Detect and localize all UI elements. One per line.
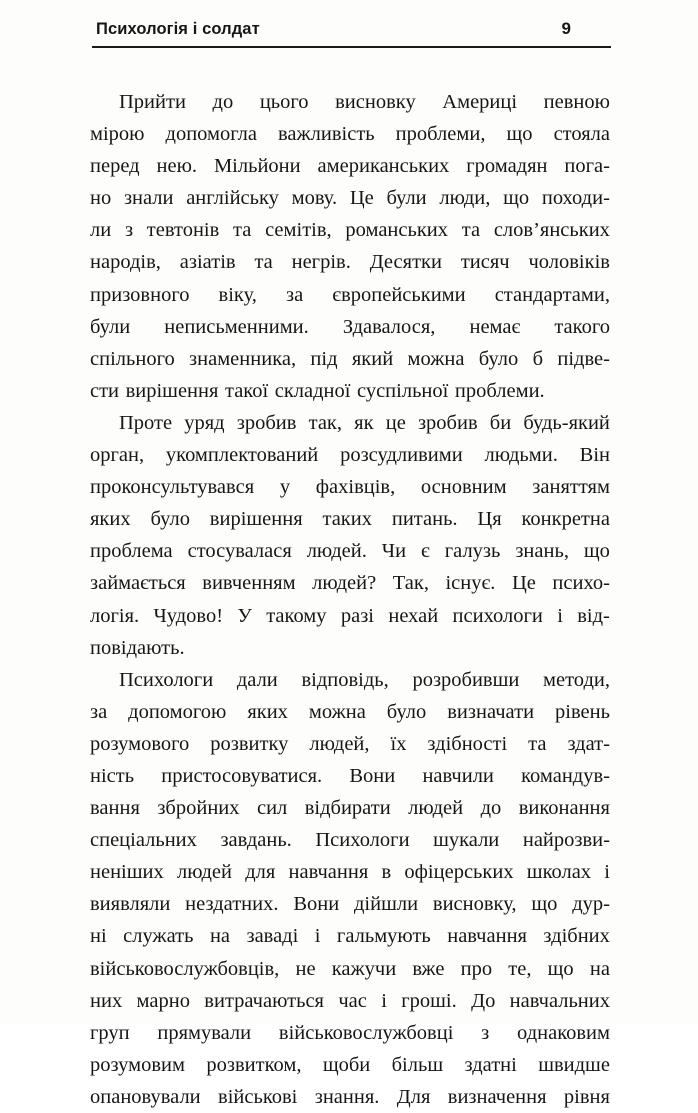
word: та <box>528 732 547 755</box>
word: як <box>354 411 374 434</box>
text-line <box>90 1081 610 1113</box>
word: що <box>547 957 574 980</box>
word: в <box>381 861 392 884</box>
word: американських <box>317 155 450 178</box>
word: який <box>351 347 394 370</box>
word: за <box>286 283 304 306</box>
word: Мільйони <box>213 155 301 178</box>
word: яких <box>247 700 288 723</box>
word: громадян <box>466 155 548 178</box>
word: знаменника, <box>189 347 297 370</box>
word: і <box>381 989 387 1012</box>
word: виявляли <box>90 893 171 916</box>
word: Чи <box>381 540 407 563</box>
word: ли <box>90 219 112 242</box>
word: дійшли <box>354 893 419 916</box>
word: військові <box>218 1085 298 1108</box>
word: стояла <box>553 123 610 146</box>
word: Чудово! <box>153 604 224 627</box>
word: опановували <box>90 1085 201 1108</box>
word: сти <box>90 379 120 402</box>
word: люди, <box>439 187 491 210</box>
word: рівень <box>555 700 610 723</box>
word: швидше <box>538 1053 610 1076</box>
text-line <box>90 1049 610 1081</box>
word: навчання <box>447 925 527 948</box>
page-number: 9 <box>561 19 571 38</box>
word: з <box>481 1021 490 1044</box>
word: негрів. <box>291 251 351 274</box>
text-line <box>90 953 610 985</box>
word: яких <box>90 508 131 531</box>
word: нездатних. <box>185 893 279 916</box>
word: європейськими <box>332 283 466 306</box>
text-line <box>90 118 610 150</box>
word: стосувалася <box>187 540 292 563</box>
word: нехай <box>388 604 439 627</box>
word: займається <box>90 572 186 595</box>
word: тевтонів <box>146 219 220 242</box>
word: психологи <box>452 604 543 627</box>
word: знань, <box>515 540 569 563</box>
word: до <box>480 797 502 820</box>
word: були <box>90 315 131 338</box>
word: від- <box>577 604 610 627</box>
word: Вони <box>293 893 340 916</box>
word: завдань. <box>220 829 292 852</box>
text-line <box>90 375 610 407</box>
word: Так, <box>392 572 429 595</box>
word: здат- <box>567 732 610 755</box>
word: будь-який <box>523 411 610 434</box>
word: на <box>209 925 231 948</box>
word: стандартами, <box>494 283 610 306</box>
word: Вони <box>349 764 396 787</box>
word: рівня <box>563 1085 610 1108</box>
word: разі <box>340 604 375 627</box>
word: слов’янських <box>493 219 610 242</box>
word: Десятки <box>369 251 442 274</box>
word: таких <box>322 508 372 531</box>
text-line <box>90 888 610 920</box>
word: спеціальних <box>90 829 197 852</box>
word: було <box>386 700 427 723</box>
word: складної <box>274 379 351 402</box>
word: найрозви- <box>522 829 610 852</box>
word: це <box>385 411 406 434</box>
text-line <box>90 920 610 952</box>
word: щоби <box>322 1053 371 1076</box>
word: військовослужбовці <box>278 1021 454 1044</box>
word: те, <box>508 957 532 980</box>
word: Ця <box>477 508 502 531</box>
word: спільного <box>90 347 175 370</box>
word: та <box>254 251 273 274</box>
word: такому <box>266 604 327 627</box>
word: чоловіків <box>528 251 610 274</box>
word: мірою <box>90 123 145 146</box>
word: фахівців, <box>315 476 396 499</box>
word: такого <box>554 315 610 338</box>
word: висновку, <box>432 893 517 916</box>
header-rule <box>92 46 611 48</box>
word: розумовим <box>90 1053 185 1076</box>
word: дали <box>236 668 278 691</box>
word: розсудливими <box>340 444 463 467</box>
text-line <box>90 182 610 214</box>
word: та <box>233 219 252 242</box>
word: неніших <box>90 861 164 884</box>
word: витрачаються <box>204 989 324 1012</box>
text-line <box>90 407 610 439</box>
word: що <box>506 123 533 146</box>
word: так, <box>308 411 343 434</box>
word: прямували <box>157 1021 252 1044</box>
word: Він <box>579 444 610 467</box>
text-line <box>90 471 610 503</box>
word: ні <box>90 925 107 948</box>
word: вання <box>90 797 140 820</box>
word: у <box>279 476 291 499</box>
word: методи, <box>543 668 610 691</box>
word: мову. <box>291 187 338 210</box>
word: романських <box>345 219 449 242</box>
word: навчили <box>422 764 494 787</box>
word: певною <box>543 91 610 113</box>
word: відповідь, <box>301 668 389 691</box>
word: вирішення <box>209 508 303 531</box>
word: не <box>295 957 316 980</box>
text-line <box>90 1017 610 1049</box>
word: шукали <box>433 829 500 852</box>
word: До <box>471 989 496 1012</box>
text-line <box>90 567 610 599</box>
word: служать <box>123 925 194 948</box>
word: суспільної <box>357 379 449 402</box>
word: знали <box>123 187 174 210</box>
text-line <box>90 696 610 728</box>
word: питань. <box>391 508 458 531</box>
word: більш <box>391 1053 444 1076</box>
text-line <box>90 664 610 696</box>
word: пристосовуватися. <box>161 764 323 787</box>
word: про <box>460 957 493 980</box>
word: на <box>589 957 610 980</box>
word: час <box>338 989 367 1012</box>
word: тисяч <box>460 251 510 274</box>
text-line <box>90 632 610 664</box>
word: було <box>150 508 190 531</box>
word: гальмують <box>336 925 431 948</box>
word: людей <box>408 797 464 820</box>
word: командув- <box>521 764 610 787</box>
word: заняттям <box>532 476 610 499</box>
word: перед <box>90 155 140 178</box>
word: висновку <box>335 91 416 113</box>
word: і <box>604 861 610 884</box>
word: сил <box>256 797 288 820</box>
word: людей? <box>312 572 377 595</box>
word: людей, <box>309 732 370 755</box>
word: орган, <box>90 444 145 467</box>
word: що <box>531 893 558 916</box>
word: важливість <box>277 123 375 146</box>
word: основним <box>420 476 507 499</box>
word: було <box>478 347 519 370</box>
text-line <box>90 279 610 311</box>
word: У <box>237 604 252 627</box>
word: розвитком, <box>206 1053 302 1076</box>
word: нею. <box>156 155 198 178</box>
word: розумового <box>90 732 190 755</box>
word: пога- <box>564 155 610 178</box>
word: такої <box>224 379 269 402</box>
text-line <box>90 760 610 792</box>
text-line <box>90 311 610 343</box>
word: немає <box>469 315 521 338</box>
word: проблеми, <box>395 123 486 146</box>
word: існує. <box>445 572 496 595</box>
word: укомплектований <box>165 444 319 467</box>
word: розвитку <box>210 732 289 755</box>
word: і <box>314 925 321 948</box>
text-line <box>90 792 610 824</box>
word: Америці <box>442 91 518 113</box>
text-line <box>90 214 610 246</box>
text-line <box>90 439 610 471</box>
word: груп <box>90 1021 130 1044</box>
word: для <box>245 861 276 884</box>
word: уряд <box>184 411 225 434</box>
word: но <box>90 187 112 210</box>
word: можна <box>308 700 366 723</box>
word: вивченням <box>202 572 296 595</box>
word: проконсультувався <box>90 476 255 499</box>
word: під <box>310 347 338 370</box>
word: гроші. <box>401 989 457 1012</box>
word: людьми. <box>484 444 558 467</box>
text-line <box>90 246 610 278</box>
word: допомогою <box>128 700 227 723</box>
word: Психологи <box>119 668 214 691</box>
word: можна <box>407 347 465 370</box>
word: дур- <box>572 893 610 916</box>
word: кажучи <box>331 957 397 980</box>
word: проблема <box>90 540 173 563</box>
word: людей. <box>306 540 367 563</box>
word: б <box>532 347 544 370</box>
word: знання. <box>314 1085 380 1108</box>
word: них <box>90 989 123 1012</box>
word: психо- <box>552 572 610 595</box>
word: проблеми. <box>454 379 545 402</box>
word: Психологи <box>315 829 410 852</box>
word: визначати <box>447 700 535 723</box>
word: збройних <box>157 797 240 820</box>
word: людей <box>176 861 232 884</box>
word: є <box>421 540 430 563</box>
word: азіатів <box>179 251 236 274</box>
text-line <box>90 985 610 1017</box>
running-head <box>92 16 611 44</box>
word: вирішення <box>125 379 219 402</box>
word: зробив <box>417 411 478 434</box>
word: заваді <box>246 925 299 948</box>
word: семітів, <box>265 219 332 242</box>
text-line <box>90 343 610 375</box>
word: і <box>557 604 563 627</box>
word: школах <box>526 861 592 884</box>
word: віку, <box>218 283 257 306</box>
word: Це <box>511 572 536 595</box>
text-line <box>90 86 610 118</box>
text-line <box>90 728 610 760</box>
word: Проте <box>119 411 173 434</box>
word: галузь <box>444 540 501 563</box>
word: неписьменними. <box>164 315 309 338</box>
word: відбирати <box>304 797 391 820</box>
word: ність <box>90 764 135 787</box>
text-line <box>90 535 610 567</box>
word: англійську <box>186 187 279 210</box>
word: походи- <box>541 187 610 210</box>
word: їх <box>390 732 407 755</box>
body-text <box>90 86 610 1113</box>
word: конкретна <box>521 508 610 531</box>
word: повідають. <box>90 636 185 659</box>
word: Для <box>396 1085 431 1108</box>
word: здібності <box>427 732 508 755</box>
word: що <box>503 187 530 210</box>
word: Прийти <box>119 91 186 113</box>
word: допомогла <box>165 123 257 146</box>
word: вже <box>412 957 445 980</box>
text-line <box>90 503 610 535</box>
word: військовослужбовців, <box>90 957 280 980</box>
word: виконання <box>518 797 610 820</box>
word: з <box>124 219 134 242</box>
word: розробивши <box>412 668 520 691</box>
word: би <box>489 411 512 434</box>
word: навчальних <box>509 989 610 1012</box>
text-line <box>90 856 610 888</box>
text-line <box>90 150 610 182</box>
word: здібних <box>543 925 610 948</box>
word: офіцерських <box>404 861 514 884</box>
word: логія. <box>90 604 140 627</box>
text-line <box>90 824 610 856</box>
word: призовного <box>90 283 190 306</box>
word: зробив <box>236 411 297 434</box>
word: підве- <box>557 347 610 370</box>
text-line <box>90 600 610 632</box>
word: марно <box>136 989 190 1012</box>
word: здатні <box>464 1053 517 1076</box>
word: однаковим <box>517 1021 610 1044</box>
word: народів, <box>90 251 161 274</box>
word: цього <box>259 91 309 113</box>
word: Це <box>349 187 374 210</box>
word: Здавалося, <box>342 315 436 338</box>
running-title: Психологія і солдат <box>96 20 260 38</box>
word: були <box>386 187 427 210</box>
word: та <box>461 219 481 242</box>
word: до <box>212 91 234 113</box>
word: визначення <box>447 1085 547 1108</box>
word: що <box>583 540 610 563</box>
word: за <box>90 700 108 723</box>
word: навчання <box>288 861 369 884</box>
